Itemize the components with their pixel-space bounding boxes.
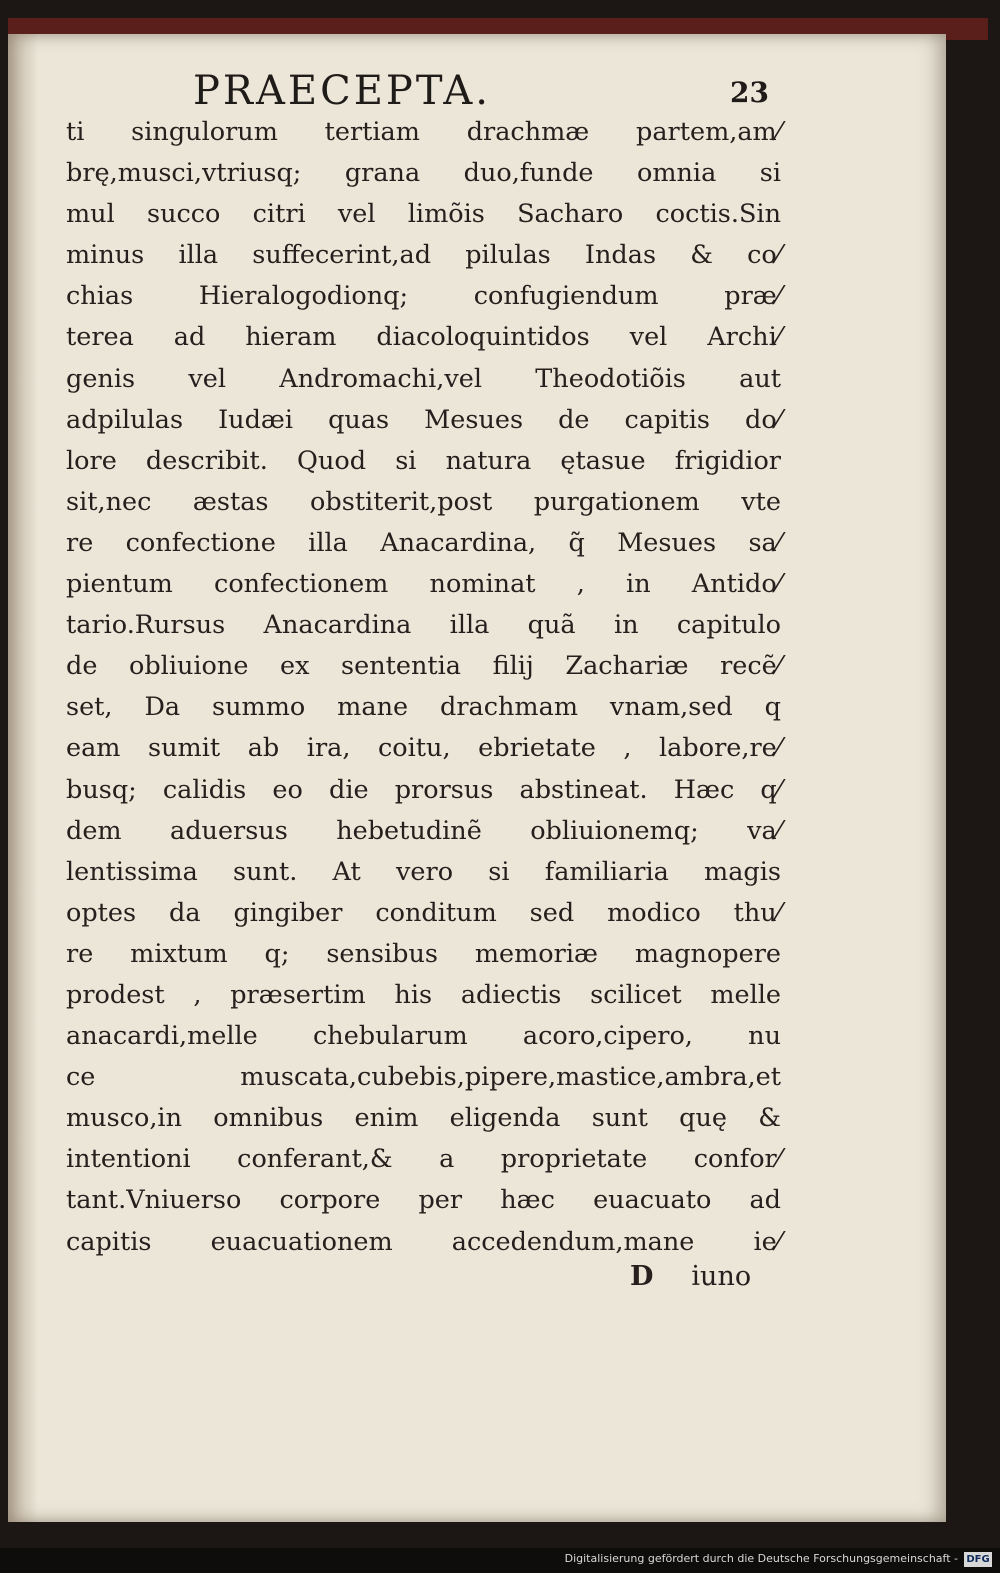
text-line: adpilulas Iudæi quas Mesues de capitis do⁄ <box>66 404 781 435</box>
text-line: pientum confectionem nominat , in Antido⁄ <box>66 569 781 600</box>
footer-bar <box>0 1548 1000 1573</box>
text-line: chias Hieralogodionq; confugiendum præ⁄ <box>66 281 781 312</box>
text-block <box>66 112 781 1263</box>
catchword-line <box>630 1261 780 1292</box>
text-line: re mixtum q; sensibus memoriæ magnopere <box>66 938 781 969</box>
text-line: de obliuione ex sententia filij Zachariæ recẽ⁄ <box>66 651 781 682</box>
text-line: anacardi,melle chebularum acoro,cipero, nu <box>66 1021 781 1052</box>
running-head: PRAECEPTA. <box>193 68 491 114</box>
text-line: busq; calidis eo die prorsus abstineat. Hæc q⁄ <box>66 774 781 805</box>
text-line: minus illa suffecerint,ad pilulas Indas & co⁄ <box>66 240 781 271</box>
text-line: eam sumit ab ira, coitu, ebrietate , labore,re⁄ <box>66 733 781 764</box>
text-line: lore describit. Quod si natura ętasue frigidior <box>66 445 781 476</box>
gutter-shadow <box>8 34 38 1522</box>
text-line: genis vel Andromachi,vel Theodotiõis aut <box>66 363 781 394</box>
text-line: tant.Vniuerso corpore per hæc euacuato ad <box>66 1185 781 1216</box>
dfg-logo: DFG <box>964 1552 992 1567</box>
text-line: sit,nec æstas obstiterit,post purgationem vte <box>66 486 781 517</box>
text-line: optes da gingiber conditum sed modico thu⁄ <box>66 897 781 928</box>
signature-mark: D <box>630 1261 654 1292</box>
catchword: iuno <box>691 1261 752 1292</box>
funding-note: Digitalisierung gefördert durch die Deutsche Forschungsgemeinschaft - <box>564 1552 958 1565</box>
text-line: re confectione illa Anacardina, q̃ Mesues sa⁄ <box>66 527 781 558</box>
text-line: brę,musci,vtriusq; grana duo,funde omnia si <box>66 158 781 189</box>
text-line: terea ad hieram diacoloquintidos vel Archi⁄ <box>66 322 781 353</box>
text-line: mul succo citri vel limõis Sacharo coctis.Sin <box>66 199 781 230</box>
text-line: set, Da summo mane drachmam vnam,sed q <box>66 692 781 723</box>
text-line: ti singulorum tertiam drachmæ partem,am⁄ <box>66 117 781 147</box>
text-line: intentioni conferant,& a proprietate confor⁄ <box>66 1144 781 1175</box>
book-page <box>8 34 946 1522</box>
text-line: lentissima sunt. At vero si familiaria magis <box>66 856 781 887</box>
text-line: prodest , præsertim his adiectis scilicet melle <box>66 979 781 1010</box>
text-line: tario.Rursus Anacardina illa quã in capitulo <box>66 610 781 641</box>
text-line: dem aduersus hebetudinẽ obliuionemq; va⁄ <box>66 815 781 846</box>
text-line: capitis euacuationem accedendum,mane ie⁄ <box>66 1226 781 1257</box>
text-line: musco,in omnibus enim eligenda sunt quę & <box>66 1103 781 1134</box>
page-number: 23 <box>730 76 769 109</box>
text-line: ce muscata,cubebis,pipere,mastice,ambra,et <box>66 1062 781 1093</box>
